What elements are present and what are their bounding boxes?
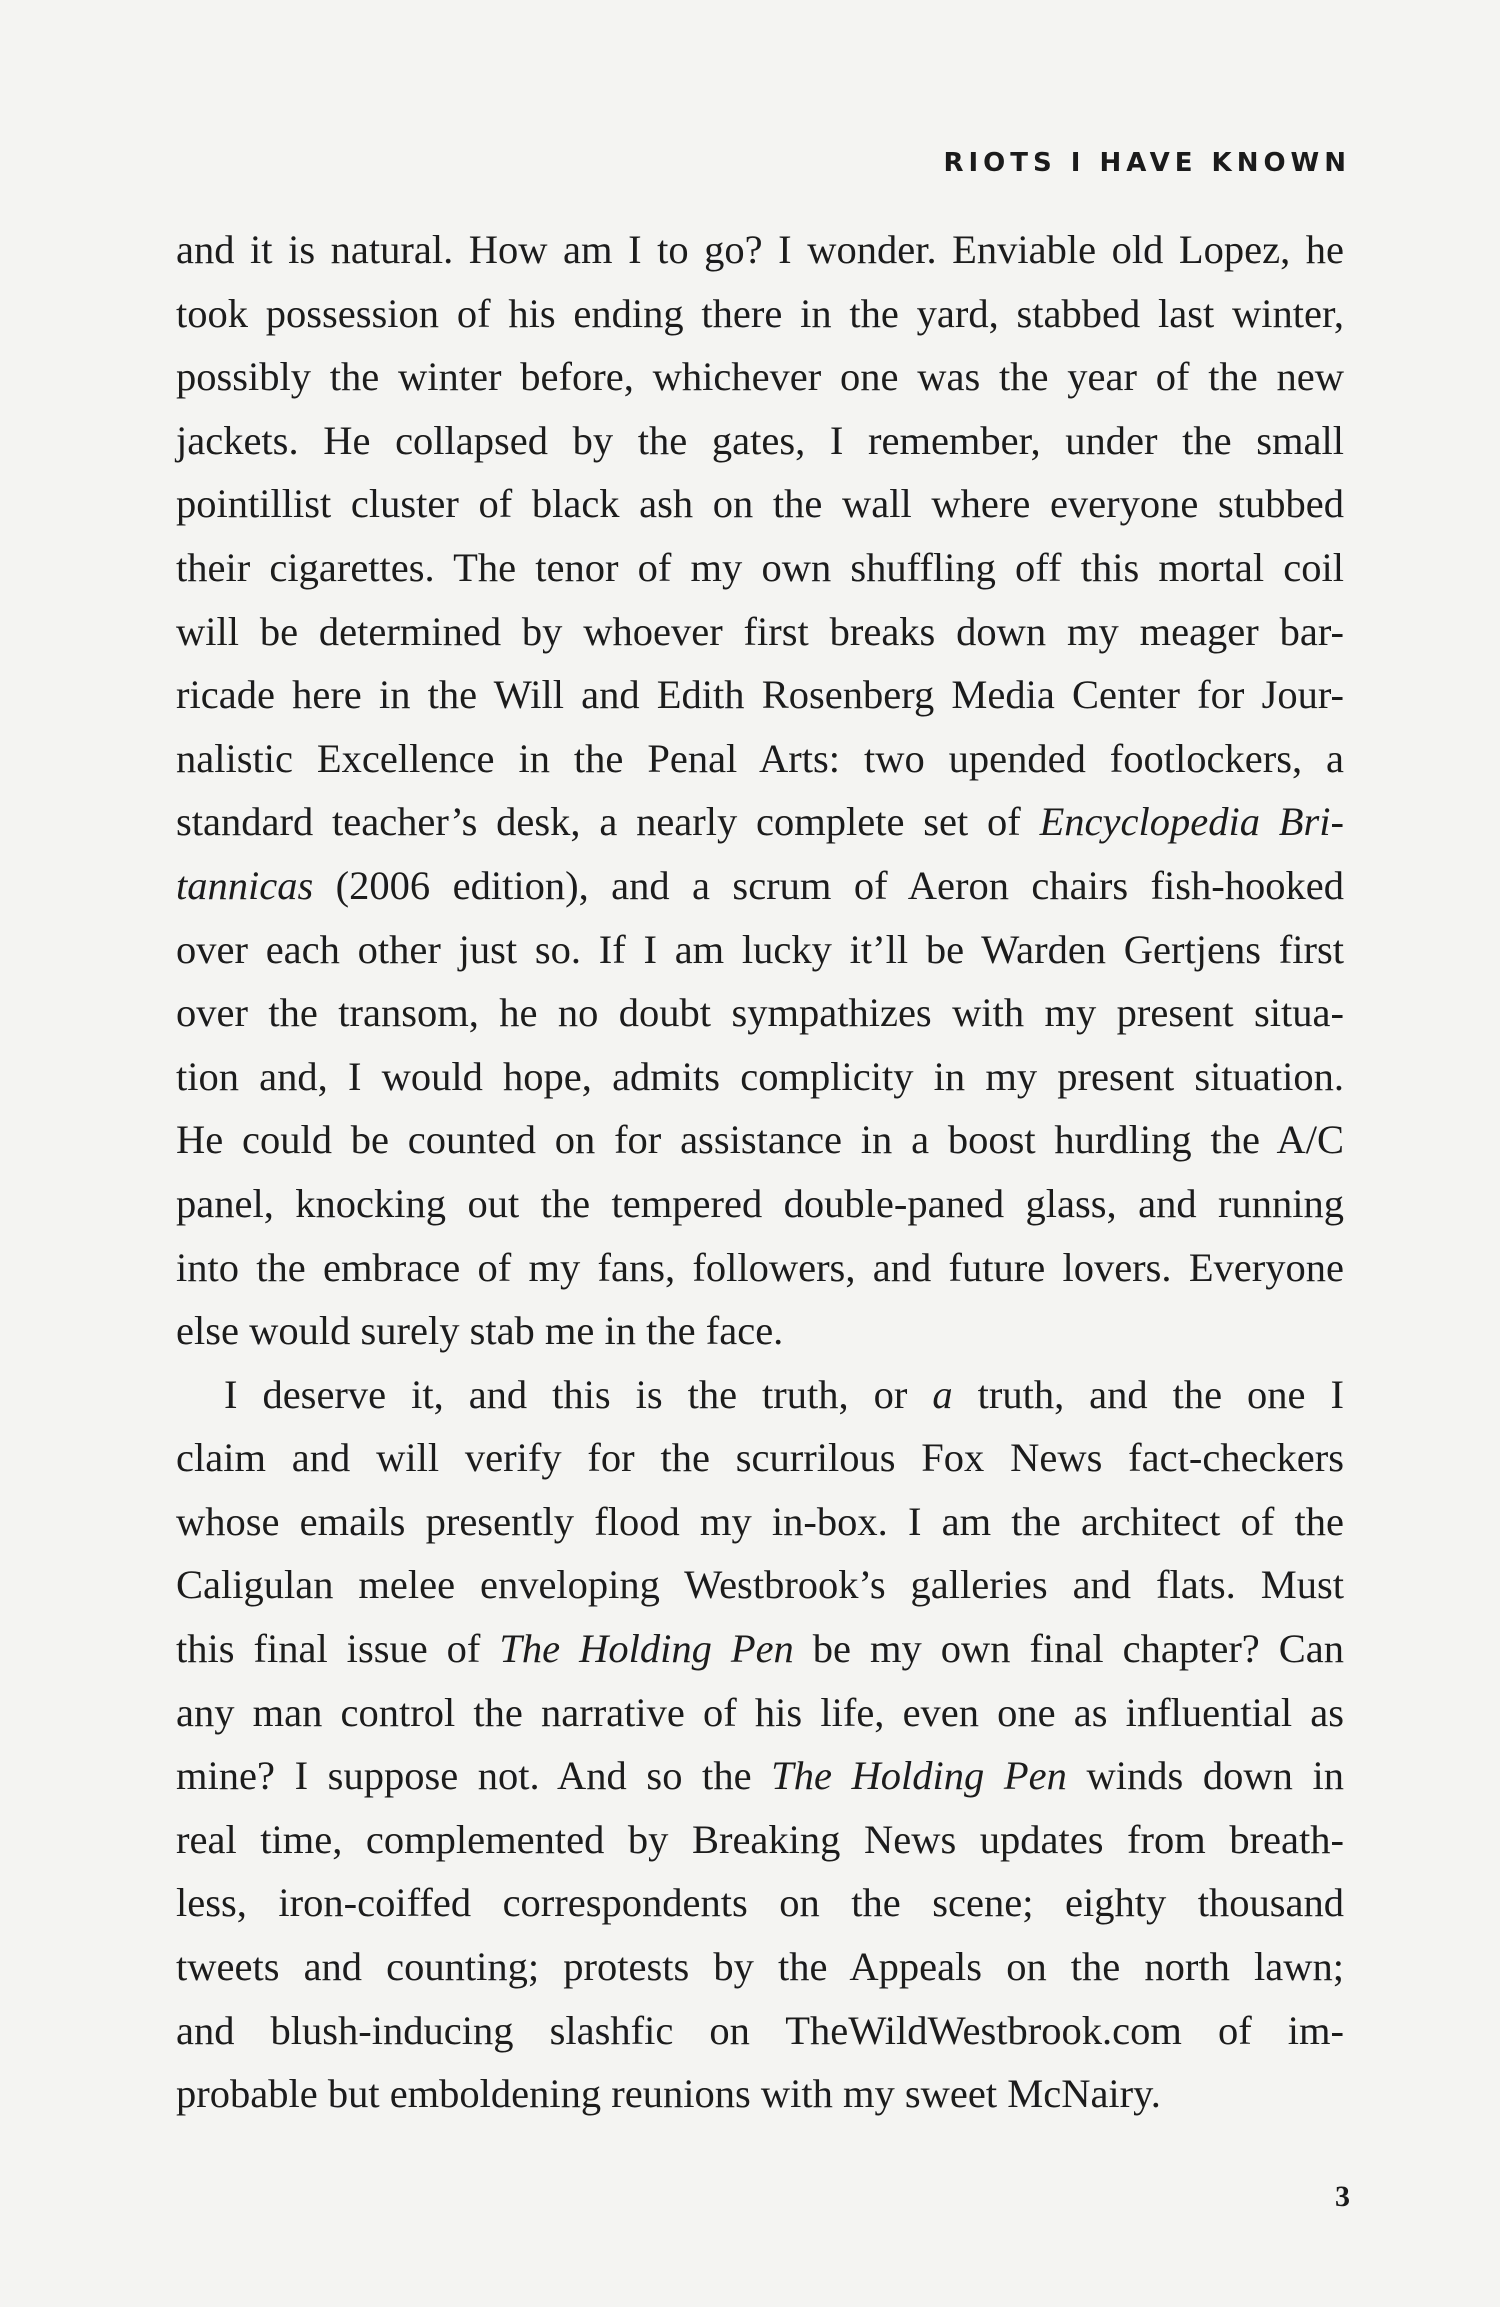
body-text — [176, 218, 1344, 2126]
text-line: possibly the winter before, whichever one was the year of the new — [176, 354, 1344, 400]
page-number: 3 — [1335, 2180, 1350, 2213]
text-line: probable but emboldening reunions with my sweet McNairy. — [176, 2071, 1161, 2117]
text-line: over each other just so. If I am lucky it’ll be Warden Gertjens first — [176, 926, 1344, 972]
text-line: ricade here in the Will and Edith Rosenberg Media Center for Jour- — [176, 672, 1344, 718]
text-line: whose emails presently flood my in-box. I am the architect of the — [176, 1498, 1344, 1544]
text-line: standard teacher’s desk, a nearly complete set of Encyclopedia Bri- — [176, 799, 1344, 845]
text-line: panel, knocking out the tempered double-paned glass, and running — [176, 1180, 1344, 1226]
text-line: mine? I suppose not. And so the The Holding Pen winds down in — [176, 1753, 1345, 1799]
text-line: tannicas (2006 edition), and a scrum of Aeron chairs fish-hooked — [176, 862, 1344, 908]
text-line: into the embrace of my fans, followers, and future lovers. Everyone — [176, 1244, 1344, 1290]
text-line: and blush-inducing slashfic on TheWildWestbrook.com of im- — [176, 2007, 1344, 2053]
italic-title: a — [932, 1371, 953, 1417]
text-line: nalistic Excellence in the Penal Arts: two upended footlockers, a — [176, 735, 1344, 781]
text-line: claim and will verify for the scurrilous Fox News fact-checkers — [176, 1435, 1344, 1481]
text-line: I deserve it, and this is the truth, or a truth, and the one I — [224, 1371, 1344, 1417]
text-line: and it is natural. How am I to go? I wonder. Enviable old Lopez, he — [176, 227, 1344, 272]
italic-title: The Holding Pen — [771, 1753, 1067, 1799]
text-line: over the transom, he no doubt sympathizes with my present situa- — [176, 990, 1344, 1036]
running-head: RIOTS I HAVE KNOWN — [943, 148, 1351, 178]
paragraph-1 — [176, 218, 1344, 1363]
text-line: tweets and counting; protests by the Appeals on the north lawn; — [176, 1944, 1344, 1990]
text-line: any man control the narrative of his life, even one as influential as — [176, 1689, 1344, 1735]
text-line: real time, complemented by Breaking News updates from breath- — [176, 1816, 1344, 1862]
text-line: will be determined by whoever first breaks down my meager bar- — [176, 608, 1344, 654]
text-line: their cigarettes. The tenor of my own shuffling off this mortal coil — [176, 544, 1344, 590]
italic-title: The Holding Pen — [499, 1626, 794, 1672]
text-line: else would surely stab me in the face. — [176, 1308, 784, 1354]
paragraph-2 — [176, 1363, 1344, 2126]
text-line: tion and, I would hope, admits complicity in my present situation. — [176, 1053, 1344, 1099]
italic-title: tannicas — [176, 862, 314, 908]
text-line: took possession of his ending there in the yard, stabbed last winter, — [176, 290, 1344, 336]
text-line: jackets. He collapsed by the gates, I remember, under the small — [176, 417, 1344, 463]
text-line: pointillist cluster of black ash on the wall where everyone stubbed — [176, 481, 1344, 527]
text-line: He could be counted on for assistance in a boost hurdling the A/C — [176, 1117, 1344, 1163]
text-line: this final issue of The Holding Pen be my own final chapter? Can — [176, 1626, 1344, 1672]
text-line: Caligulan melee enveloping Westbrook’s galleries and flats. Must — [176, 1562, 1344, 1608]
italic-title: Encyclopedia Bri- — [1039, 799, 1344, 845]
text-line: less, iron-coiffed correspondents on the scene; eighty thousand — [176, 1880, 1344, 1926]
